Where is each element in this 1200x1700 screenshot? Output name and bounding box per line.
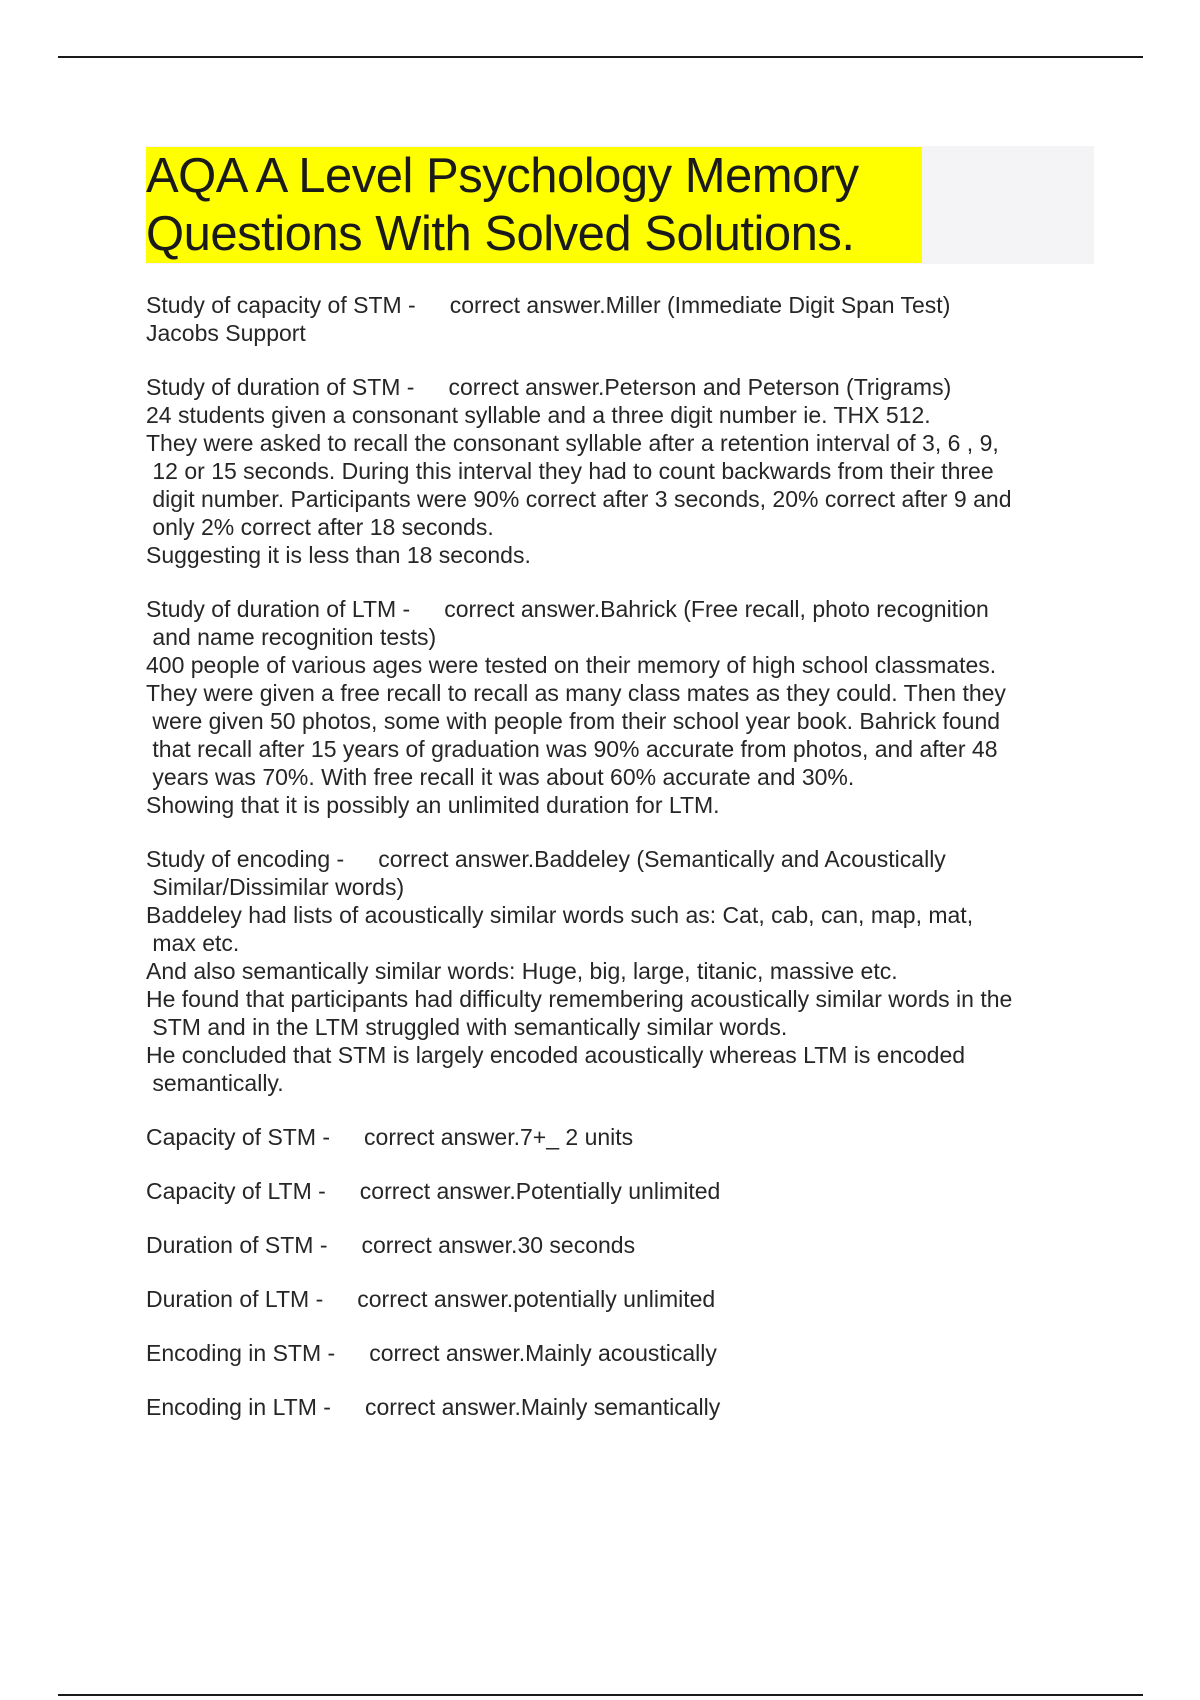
qa-item (146, 1285, 1096, 1313)
qa-answer-line: 24 students given a consonant syllable and a three digit number ie. THX 512. (146, 402, 931, 428)
qa-answer-line: Suggesting it is less than 18 seconds. (146, 542, 531, 568)
qa-first-line (146, 1123, 1096, 1151)
qa-term: Study of capacity of STM - (146, 292, 416, 318)
qa-term: Duration of LTM - (146, 1286, 324, 1312)
qa-item (146, 1123, 1096, 1151)
qa-term: Capacity of LTM - (146, 1178, 326, 1204)
qa-answer: correct answer.Miller (Immediate Digit Span Test) (449, 292, 951, 318)
qa-answer: correct answer.Mainly semantically (364, 1394, 721, 1420)
qa-answer-line: max etc. (146, 930, 240, 956)
qa-item (146, 1339, 1096, 1367)
qa-answer-line: semantically. (146, 1070, 284, 1096)
qa-answer-line: He concluded that STM is largely encoded acoustically whereas LTM is encoded (146, 1042, 966, 1068)
qa-answer-line: Showing that it is possibly an unlimited duration for LTM. (146, 792, 720, 818)
qa-first-line (146, 1339, 1096, 1367)
qa-item (146, 595, 1096, 819)
qa-item (146, 291, 1096, 347)
qa-answer: correct answer.Bahrick (Free recall, photo recognition (444, 596, 989, 622)
qa-first-line (146, 291, 1096, 319)
qa-answer-line: 12 or 15 seconds. During this interval they had to count backwards from their three (146, 458, 994, 484)
qa-first-line (146, 1393, 1096, 1421)
qa-answer: correct answer.7+_ 2 units (364, 1124, 634, 1150)
qa-term: Duration of STM - (146, 1232, 328, 1258)
qa-term: Encoding in STM - (146, 1340, 336, 1366)
document-title-line-1: AQA A Level Psychology Memory (146, 147, 922, 205)
top-rule (58, 56, 1143, 58)
qa-first-line (146, 1285, 1096, 1313)
qa-answer-line: Jacobs Support (146, 320, 306, 346)
qa-item (146, 1231, 1096, 1259)
qa-first-line (146, 595, 1096, 623)
qa-answer-line: were given 50 photos, some with people from their school year book. Bahrick found (146, 708, 1001, 734)
qa-answer: correct answer.Potentially unlimited (359, 1178, 721, 1204)
qa-first-line (146, 1231, 1096, 1259)
qa-answer-line: digit number. Participants were 90% correct after 3 seconds, 20% correct after 9 and (146, 486, 1012, 512)
qa-answer-line: Baddeley had lists of acoustically similar words such as: Cat, cab, can, map, mat, (146, 902, 974, 928)
qa-term: Study of duration of LTM - (146, 596, 411, 622)
qa-item (146, 845, 1096, 1097)
qa-answer-line: He found that participants had difficulty remembering acoustically similar words in the (146, 986, 1013, 1012)
qa-list (146, 291, 1096, 1447)
bottom-rule (58, 1694, 1143, 1696)
qa-first-line (146, 845, 1096, 873)
qa-item (146, 1393, 1096, 1421)
qa-answer-line: that recall after 15 years of graduation was 90% accurate from photos, and after 48 (146, 736, 998, 762)
qa-term: Study of duration of STM - (146, 374, 415, 400)
qa-answer: correct answer.Mainly acoustically (369, 1340, 717, 1366)
qa-item (146, 1177, 1096, 1205)
qa-term: Study of encoding - (146, 846, 345, 872)
qa-answer: correct answer.Baddeley (Semantically and Acoustically (378, 846, 946, 872)
qa-answer-line: 400 people of various ages were tested on their memory of high school classmates. (146, 652, 997, 678)
qa-answer-line: only 2% correct after 18 seconds. (146, 514, 494, 540)
qa-answer-line: STM and in the LTM struggled with semantically similar words. (146, 1014, 788, 1040)
qa-first-line (146, 373, 1096, 401)
qa-answer-line: And also semantically similar words: Huge, big, large, titanic, massive etc. (146, 958, 898, 984)
qa-answer: correct answer.Peterson and Peterson (Trigrams) (448, 374, 952, 400)
qa-answer-line: and name recognition tests) (146, 624, 437, 650)
qa-term: Capacity of STM - (146, 1124, 331, 1150)
qa-answer-line: years was 70%. With free recall it was about 60% accurate and 30%. (146, 764, 855, 790)
document-title-line-2: Questions With Solved Solutions. (146, 205, 922, 263)
qa-item (146, 373, 1096, 569)
qa-answer-line: They were asked to recall the consonant syllable after a retention interval of 3, 6 , 9, (146, 430, 999, 456)
qa-first-line (146, 1177, 1096, 1205)
qa-answer-line: They were given a free recall to recall as many class mates as they could. Then they (146, 680, 1006, 706)
qa-answer: correct answer.30 seconds (361, 1232, 636, 1258)
qa-term: Encoding in LTM - (146, 1394, 331, 1420)
qa-answer-line: Similar/Dissimilar words) (146, 874, 405, 900)
qa-answer: correct answer.potentially unlimited (357, 1286, 716, 1312)
